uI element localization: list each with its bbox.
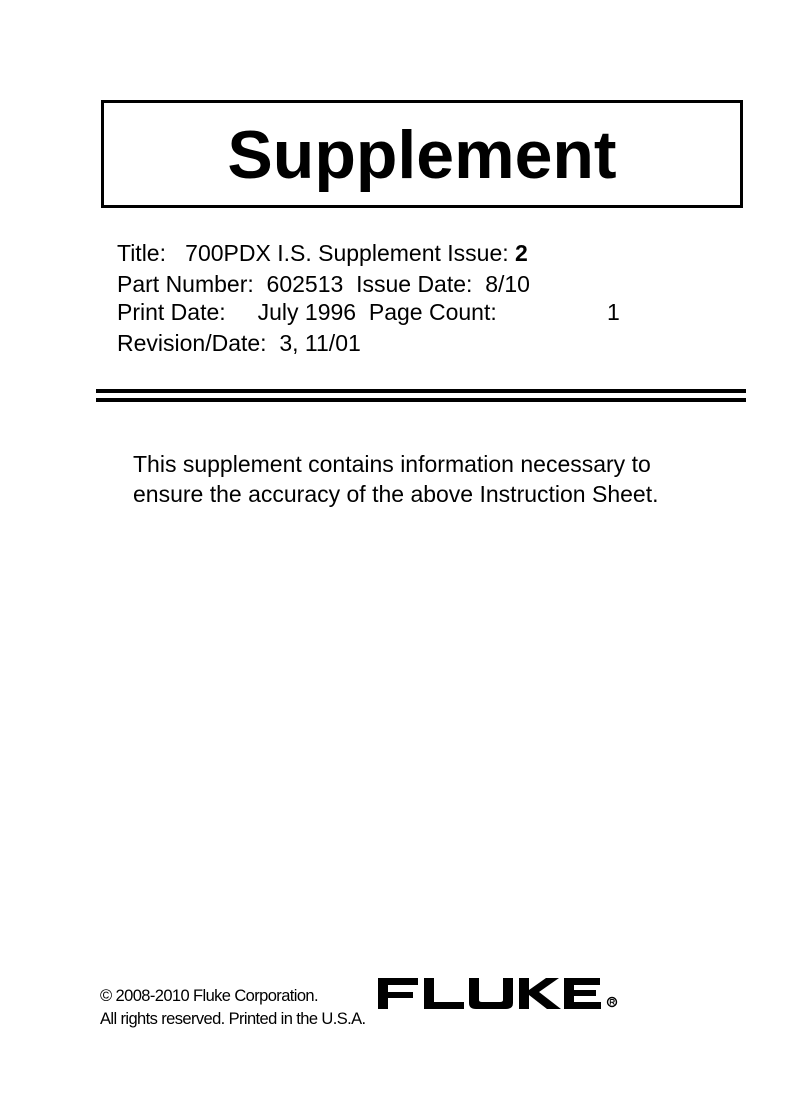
page-title: Supplement <box>227 117 617 193</box>
print-date-value: July 1996 <box>257 299 357 325</box>
issue-label: Issue: <box>447 240 509 266</box>
title-label: Title: <box>117 240 166 266</box>
meta-print-row <box>117 298 497 326</box>
issue-date-value: 8/10 <box>485 271 530 297</box>
page-count-label: Page Count: <box>368 299 497 325</box>
fluke-logo-icon <box>376 975 621 1011</box>
rights-text: All rights reserved. Printed in the U.S.A. <box>100 1010 366 1028</box>
title-value: 700PDX I.S. Supplement <box>185 240 441 266</box>
body-line-1: This supplement contains information necessary to <box>133 451 651 477</box>
part-number-label: Part Number: <box>117 271 254 297</box>
footer-copyright <box>100 985 366 1031</box>
supplement-body-paragraph <box>133 449 753 509</box>
print-date-label: Print Date: <box>117 299 226 325</box>
meta-title-row <box>117 239 528 267</box>
page-count-value: 1 <box>607 299 620 325</box>
copyright-text: © 2008-2010 Fluke Corporation. <box>100 987 318 1005</box>
meta-part-row <box>117 270 530 298</box>
divider-rule-bottom <box>96 398 746 402</box>
body-line-2: ensure the accuracy of the above Instruction Sheet. <box>133 481 659 507</box>
supplement-title-box <box>101 100 743 208</box>
divider-rule-top <box>96 389 746 393</box>
issue-date-label: Issue Date: <box>356 271 473 297</box>
part-number-value: 602513 <box>266 271 344 297</box>
issue-value: 2 <box>515 240 528 266</box>
revision-value: 3, 11/01 <box>279 330 361 356</box>
meta-revision-row <box>117 329 361 357</box>
revision-label: Revision/Date: <box>117 330 267 356</box>
